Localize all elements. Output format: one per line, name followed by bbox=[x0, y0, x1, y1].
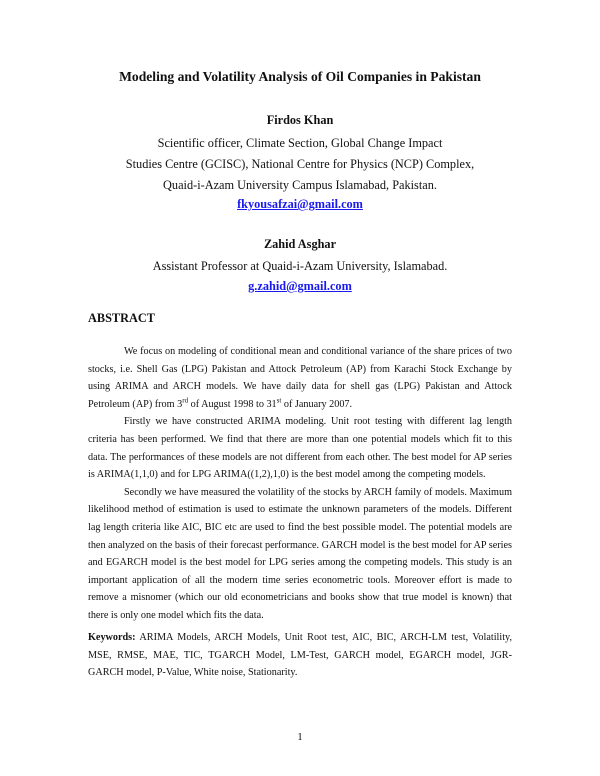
author2-name: Zahid Asghar bbox=[263, 237, 337, 251]
author2-email-link[interactable]: g.zahid@gmail.com bbox=[248, 279, 352, 293]
author1-name: Firdos Khan bbox=[266, 113, 334, 127]
keywords-text: ARIMA Models, ARCH Models, Unit Root test, AIC, BIC, ARCH-LM test, Volatility, MSE, RMSE, MAE, TIC, TGARCH Model, LM-Test, GARCH model, EGARCH model, JGR-GARCH model, P-Value, White noise, Stationarity. bbox=[88, 632, 512, 679]
page-number: 1 bbox=[297, 731, 303, 743]
abstract-body bbox=[88, 343, 512, 625]
abstract-paragraph-2: Firstly we have constructed ARIMA modeling. Unit root testing with different lag length criteria has been performed. We find that there are more than one potential models which fit to this data. The performances of these models are not different from each other. The best model for AP series is ARIMA(1,1,0) and for LPG ARIMA((1,2),1,0) is the best model among the competing models. bbox=[88, 416, 512, 481]
paper-title: Modeling and Volatility Analysis of Oil Companies in Pakistan bbox=[119, 69, 481, 84]
abstract-paragraph-1: We focus on modeling of conditional mean and conditional variance of the share prices of two stocks, i.e. Shell Gas (LPG) Pakistan and Attock Petroleum (AP) from Karachi Stock Exchange by using ARIMA and ARCH models. We have daily data for shell gas (LPG) Pakistan and Attock Petroleum (AP) from 3rd of August 1998 to 31st of January 2007. bbox=[88, 346, 512, 410]
author1-affiliation-line1: Scientific officer, Climate Section, Global Change Impact bbox=[157, 136, 443, 150]
abstract-paragraph-3: Secondly we have measured the volatility of the stocks by ARCH family of models. Maximum likelihood method of estimation is used to estimate the unknown parameters of the models. Different lag length criteria like AIC, BIC etc are used to find the best possible model. The potential models are then analyzed on the basis of their forecast performance. GARCH model is the best model for AP series and EGARCH model is the best model for LPG series among the competing models. This study is an important application of all the modern time series econometric tools. Moreover effort is made to remove a misnomer (which our old econometricians and books show that true model is known) that there is only one model which fits the data. bbox=[88, 486, 512, 621]
abstract-heading: ABSTRACT bbox=[88, 311, 155, 325]
author2-affiliation: Assistant Professor at Quaid-i-Azam University, Islamabad. bbox=[152, 259, 448, 273]
author2-email-row bbox=[0, 279, 600, 294]
keywords bbox=[88, 629, 512, 682]
author1-affiliation-line2: Studies Centre (GCISC), National Centre for Physics (NCP) Complex, bbox=[125, 157, 475, 171]
author1-email-row bbox=[0, 197, 600, 212]
keywords-label: Keywords: bbox=[88, 632, 136, 643]
author1-email-link[interactable]: fkyousafzai@gmail.com bbox=[237, 197, 363, 211]
author1-affiliation-line3: Quaid-i-Azam University Campus Islamabad, Pakistan. bbox=[163, 178, 437, 192]
